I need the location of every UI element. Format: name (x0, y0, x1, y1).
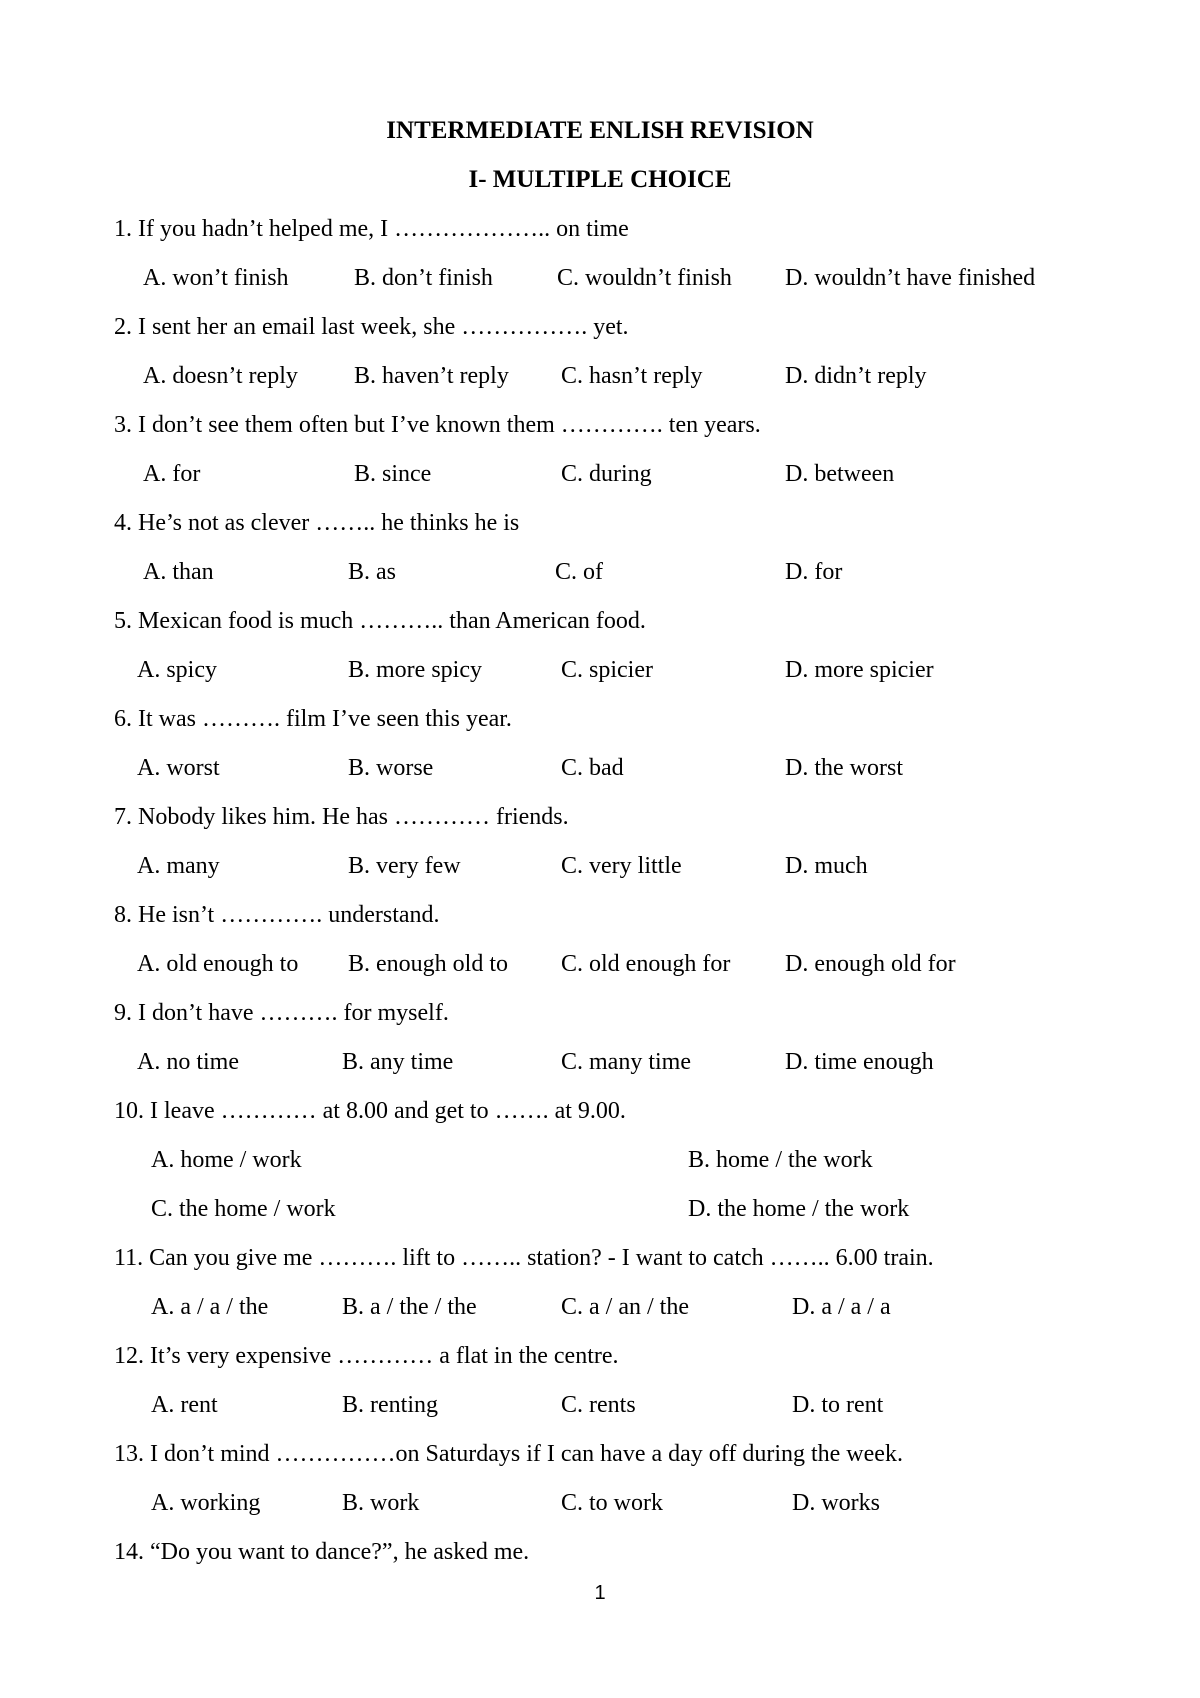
question-4: 4. He’s not as clever …….. he thinks he is (114, 510, 520, 536)
question-12: 12. It’s very expensive ………… a flat in the centre. (114, 1343, 619, 1369)
option-2-b: B. haven’t reply (354, 363, 509, 389)
option-10-a: A. home / work (151, 1147, 302, 1173)
option-10-d: D. the home / the work (688, 1196, 910, 1222)
option-12-b: B. renting (342, 1392, 438, 1418)
option-10-c: C. the home / work (151, 1196, 336, 1222)
option-2-d: D. didn’t reply (785, 363, 927, 389)
option-1-c: C. wouldn’t finish (557, 265, 732, 291)
section-heading: I- MULTIPLE CHOICE (468, 166, 732, 193)
option-3-a: A. for (143, 461, 201, 487)
option-13-c: C. to work (561, 1490, 663, 1516)
option-1-a: A. won’t finish (143, 265, 289, 291)
option-8-d: D. enough old for (785, 951, 956, 977)
option-12-d: D. to rent (792, 1392, 884, 1418)
option-3-b: B. since (354, 461, 432, 487)
question-7: 7. Nobody likes him. He has ………… friends. (114, 804, 569, 830)
option-6-a: A. worst (137, 755, 220, 781)
option-7-b: B. very few (348, 853, 461, 879)
question-14: 14. “Do you want to dance?”, he asked me. (114, 1539, 530, 1565)
option-11-d: D. a / a / a (792, 1294, 891, 1320)
question-5: 5. Mexican food is much ……….. than American food. (114, 608, 646, 634)
document-title: INTERMEDIATE ENLISH REVISION (386, 117, 814, 144)
option-5-a: A. spicy (137, 657, 217, 683)
option-7-c: C. very little (561, 853, 682, 879)
option-6-d: D. the worst (785, 755, 903, 781)
question-6: 6. It was ………. film I’ve seen this year. (114, 706, 512, 732)
question-11: 11. Can you give me ………. lift to …….. station? - I want to catch …….. 6.00 train. (114, 1245, 934, 1271)
option-8-b: B. enough old to (348, 951, 508, 977)
option-11-a: A. a / a / the (151, 1294, 269, 1320)
option-6-c: C. bad (561, 755, 624, 781)
option-12-a: A. rent (151, 1392, 218, 1418)
option-11-c: C. a / an / the (561, 1294, 689, 1320)
option-4-b: B. as (348, 559, 396, 585)
option-3-d: D. between (785, 461, 895, 487)
option-5-d: D. more spicier (785, 657, 934, 683)
option-9-d: D. time enough (785, 1049, 934, 1075)
option-2-a: A. doesn’t reply (143, 363, 298, 389)
option-7-a: A. many (137, 853, 220, 879)
option-1-b: B. don’t finish (354, 265, 493, 291)
option-2-c: C. hasn’t reply (561, 363, 703, 389)
question-2: 2. I sent her an email last week, she ……………. yet. (114, 314, 629, 340)
question-8: 8. He isn’t …………. understand. (114, 902, 440, 928)
question-9: 9. I don’t have ………. for myself. (114, 1000, 449, 1026)
option-5-b: B. more spicy (348, 657, 482, 683)
question-3: 3. I don’t see them often but I’ve known them …………. ten years. (114, 412, 761, 438)
option-4-a: A. than (143, 559, 214, 585)
option-8-c: C. old enough for (561, 951, 731, 977)
option-12-c: C. rents (561, 1392, 636, 1418)
option-3-c: C. during (561, 461, 652, 487)
option-8-a: A. old enough to (137, 951, 299, 977)
option-4-c: C. of (555, 559, 603, 585)
question-1: 1. If you hadn’t helped me, I ……………….. on time (114, 216, 629, 242)
option-5-c: C. spicier (561, 657, 653, 683)
option-9-c: C. many time (561, 1049, 691, 1075)
option-7-d: D. much (785, 853, 868, 879)
option-4-d: D. for (785, 559, 843, 585)
question-13: 13. I don’t mind ……………on Saturdays if I can have a day off during the week. (114, 1441, 903, 1467)
option-9-b: B. any time (342, 1049, 454, 1075)
question-10: 10. I leave ………… at 8.00 and get to ……. at 9.00. (114, 1098, 626, 1124)
option-1-d: D. wouldn’t have finished (785, 265, 1036, 291)
option-6-b: B. worse (348, 755, 434, 781)
option-13-d: D. works (792, 1490, 880, 1516)
option-11-b: B. a / the / the (342, 1294, 477, 1320)
option-9-a: A. no time (137, 1049, 239, 1075)
option-13-a: A. working (151, 1490, 261, 1516)
page-number: 1 (594, 1582, 606, 1604)
option-10-b: B. home / the work (688, 1147, 873, 1173)
option-13-b: B. work (342, 1490, 420, 1516)
